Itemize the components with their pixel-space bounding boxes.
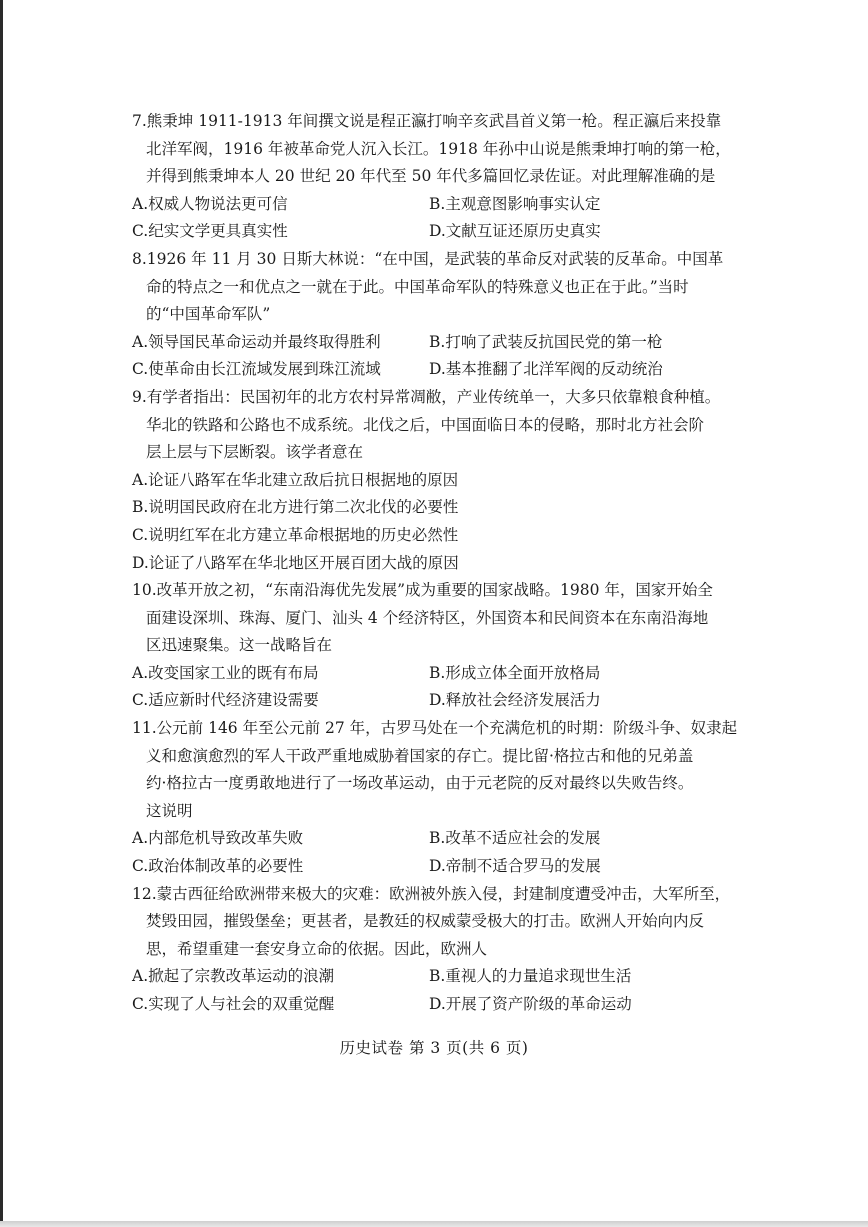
question-stem — [132, 881, 772, 964]
stem-line: 7.熊秉坤 1911-1913 年间撰文说是程正瀛打响辛亥武昌首义第一枪。程正瀛后来投靠 — [132, 112, 722, 130]
option-d: D.释放社会经济发展活力 — [429, 691, 601, 710]
stem-line: 10.改革开放之初，“东南沿海优先发展”成为重要的国家战略。1980 年，国家开始全 — [132, 581, 713, 600]
stem-line: 并得到熊秉坤本人 20 世纪 20 年代至 50 年代多篇回忆录佐证。对此理解准确的是 — [146, 167, 716, 186]
stem-line: 焚毁田园，摧毁堡垒；更甚者，是教廷的权威蒙受极大的打击。欧洲人开始向内反 — [146, 912, 705, 931]
question-12 — [132, 881, 772, 1019]
question-9 — [132, 384, 772, 577]
question-stem — [132, 715, 772, 825]
option-a: A.改变国家工业的既有布局 — [132, 663, 319, 682]
stem-line: 北洋军阀，1916 年被革命党人沉入长江。1918 年孙中山说是熊秉坤打响的第一枪， — [146, 139, 731, 158]
exam-page-body — [132, 108, 772, 1019]
stem-line: 义和愈演愈烈的军人干政严重地威胁着国家的存亡。提比留·格拉古和他的兄弟盖 — [146, 746, 694, 765]
stem-line: 层上层与下层断裂。该学者意在 — [146, 443, 364, 462]
stem-line: 约·格拉古一度勇敢地进行了一场改革运动，由于元老院的反对最终以失败告终。 — [146, 774, 694, 793]
option-d: D.文献互证还原历史真实 — [429, 222, 601, 241]
option-a: A.权威人物说法更可信 — [132, 194, 288, 213]
option-d: D.论证了八路军在华北地区开展百团大战的原因 — [132, 553, 459, 572]
stem-line: 思，希望重建一套安身立命的依据。因此，欧洲人 — [146, 939, 488, 958]
stem-line: 命的特点之一和优点之一就在于此。中国革命军队的特殊意义也正在于此。”当时 — [146, 277, 689, 296]
question-stem — [132, 246, 772, 329]
option-a: A.论证八路军在华北建立敌后抗日根据地的原因 — [132, 470, 459, 489]
stem-line: 面建设深圳、珠海、厦门、汕头 4 个经济特区，外国资本和民间资本在东南沿海地 — [146, 608, 709, 627]
option-c: C.政治体制改革的必要性 — [132, 857, 304, 876]
option-b: B.说明国民政府在北方进行第二次北伐的必要性 — [132, 498, 459, 517]
option-c: C.说明红军在北方建立革命根据地的历史必然性 — [132, 525, 459, 544]
option-d: D.基本推翻了北洋军阀的反动统治 — [429, 360, 663, 379]
option-b: B.形成立体全面开放格局 — [429, 663, 601, 682]
question-10 — [132, 577, 772, 715]
option-a: A.领导国民革命运动并最终取得胜利 — [132, 332, 381, 351]
question-stem — [132, 577, 772, 660]
page-bottom-border — [0, 1221, 868, 1227]
stem-line: 11.公元前 146 年至公元前 27 年，古罗马处在一个充满危机的时期：阶级斗争、奴隶起 — [132, 719, 738, 738]
stem-line: 华北的铁路和公路也不成系统。北伐之后，中国面临日本的侵略，那时北方社会阶 — [146, 415, 705, 434]
option-d: D.开展了资产阶级的革命运动 — [429, 995, 632, 1013]
stem-line: 的“中国革命军队” — [146, 305, 271, 324]
question-stem — [132, 108, 772, 191]
question-7 — [132, 108, 772, 246]
stem-line: 这说明 — [146, 801, 193, 820]
option-c: C.适应新时代经济建设需要 — [132, 691, 319, 710]
option-b: B.改革不适应社会的发展 — [429, 829, 601, 848]
stem-line: 区迅速聚集。这一战略旨在 — [146, 636, 333, 655]
option-c: C.纪实文学更具真实性 — [132, 222, 288, 241]
stem-line: 8.1926 年 11 月 30 日斯大林说：“在中国，是武装的革命反对武装的反革命。中国革 — [132, 249, 724, 268]
question-11 — [132, 715, 772, 881]
option-d: D.帝制不适合罗马的发展 — [429, 857, 601, 876]
option-c: C.实现了人与社会的双重觉醒 — [132, 995, 335, 1013]
option-a: A.内部危机导致改革失败 — [132, 829, 304, 848]
stem-line: 9.有学者指出：民国初年的北方农村异常凋敝，产业传统单一，大多只依靠粮食种植。 — [132, 387, 721, 406]
question-stem — [132, 384, 772, 467]
option-a: A.掀起了宗教改革运动的浪潮 — [132, 967, 335, 986]
page-footer: 历史试卷 第 3 页(共 6 页) — [339, 1039, 529, 1057]
option-b: B.打响了武装反抗国民党的第一枪 — [429, 332, 663, 351]
option-c: C.使革命由长江流域发展到珠江流域 — [132, 360, 381, 379]
option-b: B.主观意图影响事实认定 — [429, 194, 601, 213]
option-b: B.重视人的力量追求现世生活 — [429, 967, 632, 986]
stem-line: 12.蒙古西征给欧洲带来极大的灾难：欧洲被外族入侵，封建制度遭受冲击，大军所至， — [132, 884, 731, 903]
question-8 — [132, 246, 772, 384]
